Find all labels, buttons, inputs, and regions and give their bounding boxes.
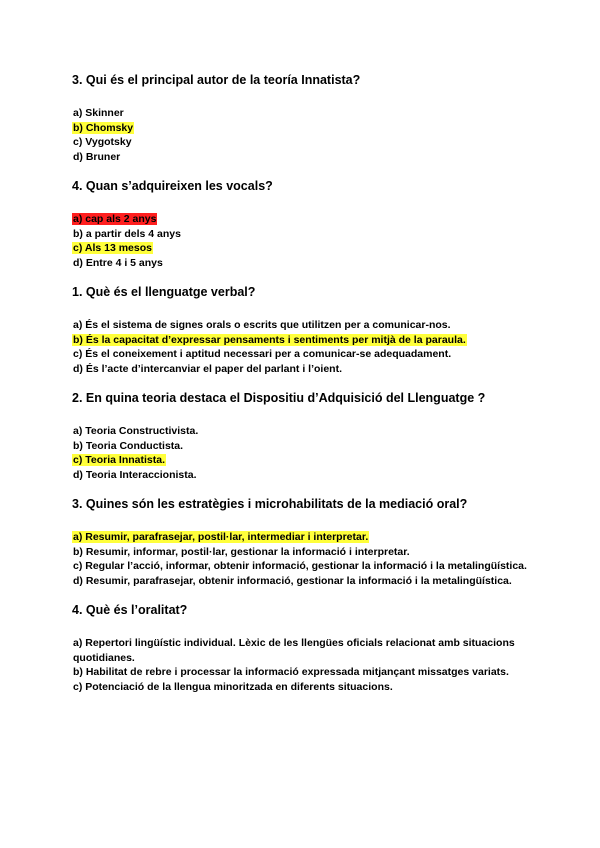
option-list <box>72 318 532 376</box>
option-list <box>72 106 532 164</box>
question-title: 2. En quina teoria destaca el Dispositiu d’Adquisició del Llenguatge ? <box>72 391 486 405</box>
option-item: d) Teoria Interaccionista. <box>73 468 197 481</box>
question-title: 4. Quan s’adquireixen les vocals? <box>72 179 273 193</box>
option-item: a) Repertori lingüístic individual. Lèxic de les llengües oficials relacionat amb situacions <box>73 637 515 649</box>
option-item: d) Resumir, parafrasejar, obtenir informació, gestionar la informació i la metalingüística. <box>73 574 512 587</box>
question-title: 3. Quines són les estratègies i microhabilitats de la mediació oral? <box>72 497 468 511</box>
document-page <box>72 72 532 708</box>
option-item-highlighted: a) Resumir, parafrasejar, postil·lar, intermediar i interpretar. <box>73 531 369 543</box>
question-block <box>72 178 532 270</box>
option-item: d) Entre 4 i 5 anys <box>73 256 163 269</box>
question-title: 4. Què és l’oralitat? <box>72 603 188 617</box>
option-item: a) Teoria Constructivista. <box>73 425 199 437</box>
option-item-highlighted-red: a) cap als 2 anys <box>73 213 157 225</box>
option-item-highlighted: c) Als 13 mesos <box>73 242 152 254</box>
option-item: c) És el coneixement i aptitud necessari per a comunicar-se adequadament. <box>73 348 452 360</box>
question-block <box>72 72 532 164</box>
option-list <box>72 636 532 694</box>
option-item: c) Vygotsky <box>73 136 132 148</box>
option-item: quotidianes. <box>73 651 135 664</box>
option-item: b) Habilitat de rebre i processar la informació expressada mitjançant missatges variats. <box>73 666 509 678</box>
option-item: a) És el sistema de signes orals o escrits que utilitzen per a comunicar-nos. <box>73 319 451 331</box>
option-item-highlighted: b) És la capacitat d’expressar pensaments i sentiments per mitjà de la paraula. <box>73 333 466 346</box>
option-list <box>72 424 532 482</box>
option-item: b) Teoria Conductista. <box>73 439 184 452</box>
question-block <box>72 390 532 482</box>
option-item: d) És l’acte d’intercanviar el paper del parlant i l’oient. <box>73 362 342 375</box>
option-item-highlighted: c) Teoria Innatista. <box>73 454 165 466</box>
option-item: c) Regular l’acció, informar, obtenir informació, gestionar la informació i la metalingüística. <box>73 560 527 572</box>
option-item: a) Skinner <box>73 107 124 119</box>
option-item-highlighted: b) Chomsky <box>73 121 134 134</box>
option-item: c) Potenciació de la llengua minoritzada en diferents situacions. <box>73 680 393 693</box>
question-title: 1. Què és el llenguatge verbal? <box>72 285 256 299</box>
question-block <box>72 496 532 588</box>
question-block <box>72 602 532 694</box>
option-list <box>72 530 532 588</box>
option-item: d) Bruner <box>73 150 121 163</box>
option-item: b) a partir dels 4 anys <box>73 227 181 240</box>
question-title: 3. Qui és el principal autor de la teoría Innatista? <box>72 73 361 87</box>
option-item: b) Resumir, informar, postil·lar, gestionar la informació i interpretar. <box>73 545 410 558</box>
option-list <box>72 212 532 270</box>
question-block <box>72 284 532 376</box>
